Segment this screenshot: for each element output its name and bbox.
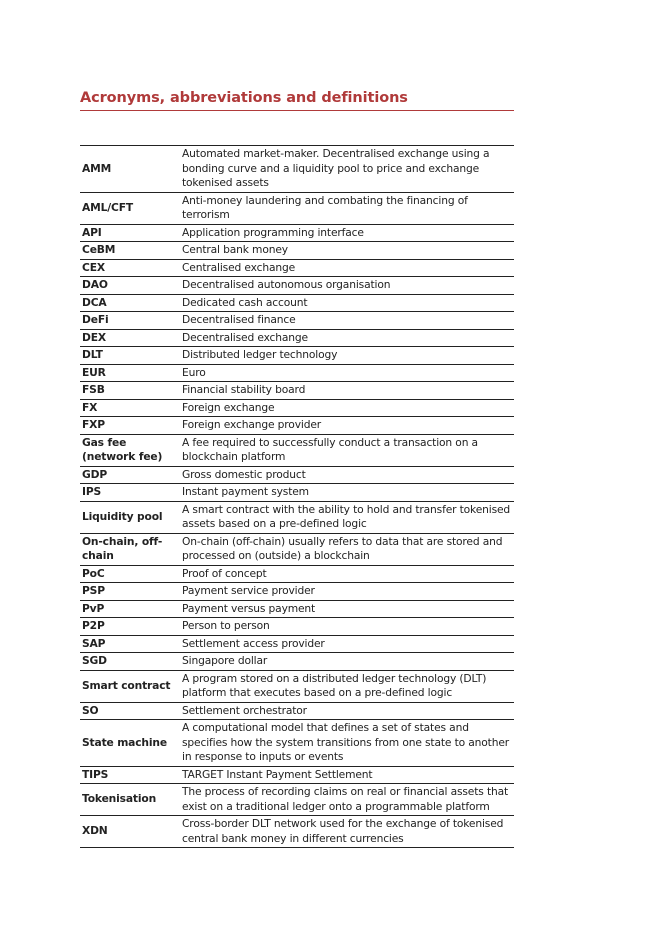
table-row	[80, 533, 514, 565]
acronym-definition: Gross domestic product	[182, 466, 514, 484]
acronym-table-body	[80, 146, 514, 848]
table-row	[80, 329, 514, 347]
table-row	[80, 484, 514, 502]
acronym-definition: Decentralised autonomous organisation	[182, 277, 514, 295]
acronym-term: EUR	[80, 364, 182, 382]
acronym-definition: Person to person	[182, 618, 514, 636]
table-row	[80, 364, 514, 382]
table-row	[80, 565, 514, 583]
acronym-term: DEX	[80, 329, 182, 347]
acronym-term: PoC	[80, 565, 182, 583]
table-row	[80, 653, 514, 671]
acronym-definition: Foreign exchange	[182, 399, 514, 417]
acronym-term: PSP	[80, 583, 182, 601]
acronym-definition: The process of recording claims on real or financial assets that exist on a traditional ledger onto a programmable platform	[182, 784, 514, 816]
table-row	[80, 242, 514, 260]
acronym-term: AMM	[80, 146, 182, 193]
acronym-term: XDN	[80, 816, 182, 848]
table-row	[80, 277, 514, 295]
acronym-term: Gas fee (network fee)	[80, 434, 182, 466]
table-row	[80, 192, 514, 224]
acronym-term: On-chain, off-chain	[80, 533, 182, 565]
table-row	[80, 766, 514, 784]
acronym-term: CeBM	[80, 242, 182, 260]
acronym-definition: Payment service provider	[182, 583, 514, 601]
table-row	[80, 501, 514, 533]
acronym-definition: A fee required to successfully conduct a transaction on a blockchain platform	[182, 434, 514, 466]
acronym-definition: Payment versus payment	[182, 600, 514, 618]
acronym-definition: Central bank money	[182, 242, 514, 260]
acronym-term: DAO	[80, 277, 182, 295]
acronym-term: SO	[80, 702, 182, 720]
acronym-definition: Foreign exchange provider	[182, 417, 514, 435]
acronym-definition: Centralised exchange	[182, 259, 514, 277]
table-row	[80, 600, 514, 618]
table-row	[80, 224, 514, 242]
acronym-term: DeFi	[80, 312, 182, 330]
table-row	[80, 784, 514, 816]
acronym-term: AML/CFT	[80, 192, 182, 224]
page-title: Acronyms, abbreviations and definitions	[80, 90, 514, 111]
acronym-term: Smart contract	[80, 670, 182, 702]
table-row	[80, 347, 514, 365]
acronym-term: State machine	[80, 720, 182, 767]
acronym-term: PvP	[80, 600, 182, 618]
acronym-term: SGD	[80, 653, 182, 671]
acronym-definition: Financial stability board	[182, 382, 514, 400]
table-row	[80, 312, 514, 330]
acronym-definition: A computational model that defines a set of states and specifies how the system transitions from one state to another in response to inputs or events	[182, 720, 514, 767]
acronym-definition: Instant payment system	[182, 484, 514, 502]
acronym-term: IPS	[80, 484, 182, 502]
table-row	[80, 816, 514, 848]
acronym-term: SAP	[80, 635, 182, 653]
acronym-term: FSB	[80, 382, 182, 400]
table-row	[80, 635, 514, 653]
table-row	[80, 583, 514, 601]
acronym-definition: Settlement access provider	[182, 635, 514, 653]
acronym-term: FX	[80, 399, 182, 417]
acronym-term: FXP	[80, 417, 182, 435]
acronym-definition: Distributed ledger technology	[182, 347, 514, 365]
acronym-term: Tokenisation	[80, 784, 182, 816]
table-row	[80, 294, 514, 312]
acronym-definition: Automated market-maker. Decentralised exchange using a bonding curve and a liquidity pool to price and exchange tokenised assets	[182, 146, 514, 193]
acronym-definition: On-chain (off-chain) usually refers to data that are stored and processed on (outside) a blockchain	[182, 533, 514, 565]
acronym-definition: Euro	[182, 364, 514, 382]
table-row	[80, 618, 514, 636]
table-row	[80, 702, 514, 720]
acronym-definition: Cross-border DLT network used for the exchange of tokenised central bank money in different currencies	[182, 816, 514, 848]
acronym-definition: A program stored on a distributed ledger technology (DLT) platform that executes based on a pre-defined logic	[182, 670, 514, 702]
acronym-term: CEX	[80, 259, 182, 277]
acronym-definition: Proof of concept	[182, 565, 514, 583]
acronym-term: Liquidity pool	[80, 501, 182, 533]
table-row	[80, 399, 514, 417]
acronym-definition: A smart contract with the ability to hold and transfer tokenised assets based on a pre-defined logic	[182, 501, 514, 533]
table-row	[80, 417, 514, 435]
acronym-term: DLT	[80, 347, 182, 365]
table-row	[80, 670, 514, 702]
acronym-definition: Decentralised exchange	[182, 329, 514, 347]
acronym-term: API	[80, 224, 182, 242]
acronym-term: P2P	[80, 618, 182, 636]
acronym-definition: Dedicated cash account	[182, 294, 514, 312]
table-row	[80, 466, 514, 484]
table-row	[80, 382, 514, 400]
table-row	[80, 259, 514, 277]
table-row	[80, 146, 514, 193]
acronym-definition: Decentralised finance	[182, 312, 514, 330]
acronym-definition: Settlement orchestrator	[182, 702, 514, 720]
acronym-term: DCA	[80, 294, 182, 312]
table-row	[80, 434, 514, 466]
acronym-table	[80, 145, 514, 848]
acronym-definition: Application programming interface	[182, 224, 514, 242]
acronym-definition: Anti-money laundering and combating the financing of terrorism	[182, 192, 514, 224]
acronym-definition: TARGET Instant Payment Settlement	[182, 766, 514, 784]
table-row	[80, 720, 514, 767]
acronym-term: GDP	[80, 466, 182, 484]
acronym-definition: Singapore dollar	[182, 653, 514, 671]
acronym-term: TIPS	[80, 766, 182, 784]
